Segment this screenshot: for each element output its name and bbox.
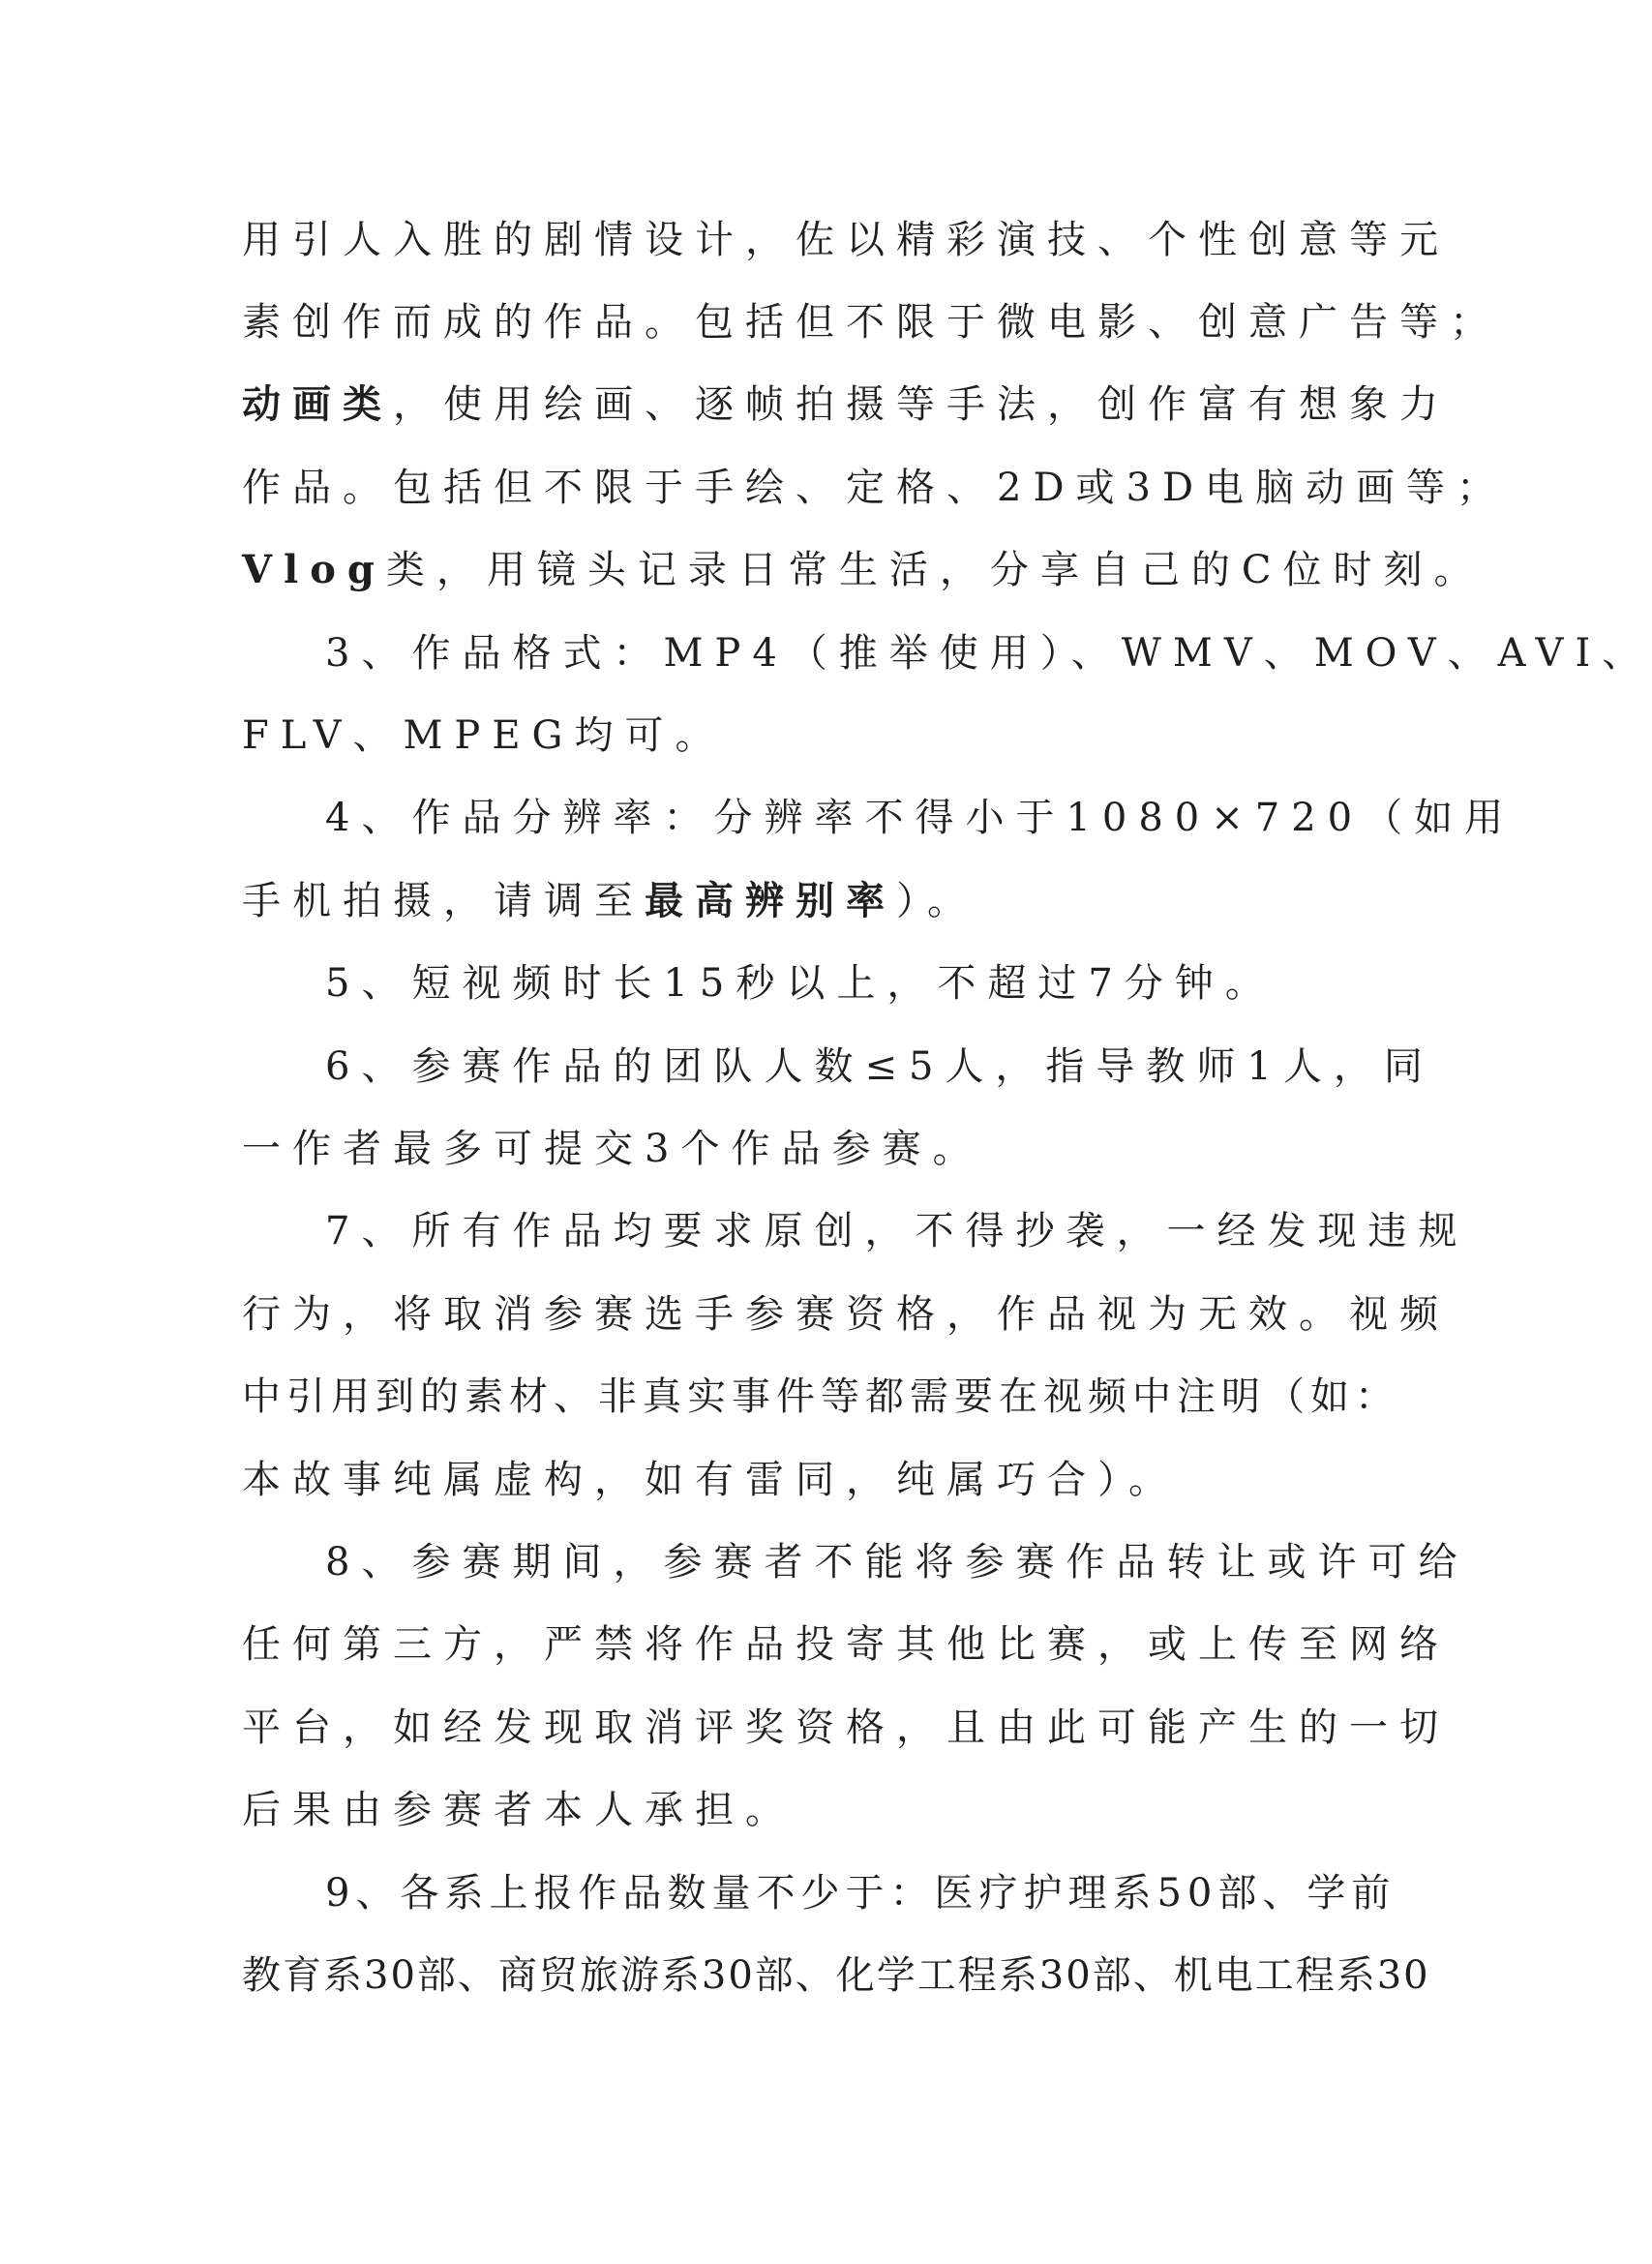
- text-run: FLV、MPEG均可。: [242, 713, 726, 758]
- text-run: 本故事纯属虚构，如有雷同，纯属巧合）。: [242, 1458, 1179, 1502]
- text-run: 素创作而成的作品。包括但不限于微电影、创意广告等；: [242, 300, 1500, 345]
- rule-7-line: [242, 1285, 1450, 1343]
- text-line: [242, 293, 1500, 351]
- rule-7-line: [325, 1202, 1469, 1260]
- rule-3-line: [325, 624, 1652, 682]
- text-run: 任何第三方，严禁将作品投寄其他比赛，或上传至网络: [242, 1622, 1450, 1667]
- text-run: 平台，如经发现取消评奖资格，且由此可能产生的一切: [242, 1706, 1450, 1750]
- text-line: [242, 541, 1485, 599]
- rule-3-line: [242, 707, 1384, 765]
- text-line: [242, 211, 1450, 269]
- rule-9-line: [242, 1947, 1430, 2005]
- rule-4-line: [242, 872, 1384, 930]
- category-name-vlog: Vlog: [242, 547, 386, 592]
- text-line: [242, 459, 1508, 517]
- text-run: 类，用镜头记录日常生活，分享自己的C位时刻。: [385, 548, 1485, 592]
- rule-6-line: [242, 1120, 1384, 1178]
- rule-4-line: [325, 789, 1516, 847]
- category-name-animation: 动画类: [242, 381, 393, 427]
- rule-5-line: [325, 954, 1384, 1012]
- text-run: 9、各系上报作品数量不少于：医疗护理系50部、学前: [325, 1871, 1397, 1916]
- rule-6-line: [325, 1038, 1434, 1096]
- text-run: ，使用绘画、逐帧拍摄等手法，创作富有想象力: [393, 382, 1450, 427]
- text-run: 4、作品分辨率：分辨率不得小于1080×720（如用: [325, 796, 1516, 840]
- text-run: 中引用到的素材、非真实事件等都需要在视频中注明（如：: [242, 1374, 1399, 1419]
- rule-9-line: [325, 1864, 1397, 1922]
- text-run: 作品。包括但不限于手绘、定格、2D或3D电脑动画等；: [242, 466, 1508, 510]
- text-run: 7、所有作品均要求原创，不得抄袭，一经发现违规: [325, 1209, 1469, 1253]
- rule-8-line: [325, 1533, 1469, 1591]
- text-run: ）。: [896, 879, 977, 923]
- text-run: 8、参赛期间，参赛者不能将参赛作品转让或许可给: [325, 1540, 1469, 1585]
- text-run: 5、短视频时长15秒以上，不超过7分钟。: [325, 961, 1276, 1006]
- text-run: 用引人入胜的剧情设计，佐以精彩演技、个性创意等元: [242, 218, 1450, 262]
- text-run: 手机拍摄，请调至: [242, 879, 645, 923]
- rule-8-line: [242, 1615, 1450, 1674]
- text-run: 6、参赛作品的团队人数≤5人，指导教师1人，同: [325, 1044, 1434, 1089]
- text-run: 教育系30部、商贸旅游系30部、化学工程系30部、机电工程系30: [242, 1953, 1430, 1998]
- text-run: 3、作品格式：MP4（推举使用）、WMV、MOV、AVI、: [325, 631, 1652, 676]
- text-run: 行为，将取消参赛选手参赛资格，作品视为无效。视频: [242, 1292, 1450, 1337]
- rule-8-line: [242, 1699, 1450, 1757]
- rule-8-line: [242, 1781, 1384, 1839]
- rule-7-line: [242, 1451, 1384, 1509]
- rule-7-line: [242, 1368, 1399, 1426]
- text-line: [242, 376, 1450, 434]
- emphasis-highest-resolution: 最高辨别率: [645, 878, 896, 923]
- text-run: 后果由参赛者本人承担。: [242, 1788, 796, 1832]
- text-run: 一作者最多可提交3个作品参赛。: [242, 1127, 983, 1171]
